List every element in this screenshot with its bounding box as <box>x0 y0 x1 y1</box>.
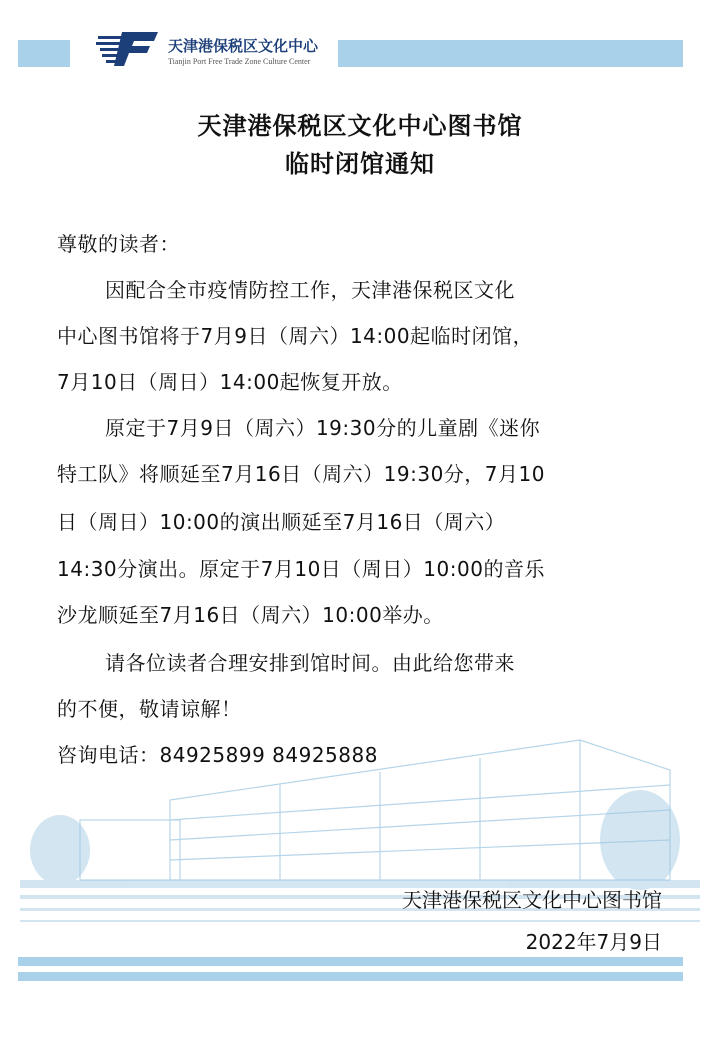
contact-phone: 咨询电话：84925899 84925888 <box>57 743 378 767</box>
salutation: 尊敬的读者： <box>57 232 180 256</box>
body-line: 14:30分演出。原定于7月10日（周日）10:00的音乐 <box>57 557 545 581</box>
header-accent-bar-left <box>18 40 70 67</box>
body-line: 原定于7月9日（周六）19:30分的儿童剧《迷你 <box>105 416 541 440</box>
footer-accent-bar <box>18 957 683 966</box>
body-line: 7月10日（周日）14:00起恢复开放。 <box>57 370 403 394</box>
header-accent-bar-right <box>338 40 683 67</box>
notice-title: 天津港保税区文化中心图书馆 <box>197 112 523 140</box>
notice-subtitle: 临时闭馆通知 <box>285 150 435 178</box>
body-line: 因配合全市疫情防控工作，天津港保税区文化 <box>105 278 515 302</box>
body-line: 沙龙顺延至7月16日（周六）10:00举办。 <box>57 603 444 627</box>
body-line: 中心图书馆将于7月9日（周六）14:00起临时闭馆， <box>57 324 534 348</box>
body-line: 的不便，敬请谅解！ <box>57 697 242 721</box>
body-line: 特工队》将顺延至7月16日（周六）19:30分，7月10 <box>57 462 545 486</box>
culture-center-logo-icon <box>96 28 162 70</box>
notice-date: 2022年7月9日 <box>525 930 662 954</box>
signature: 天津港保税区文化中心图书馆 <box>402 888 662 912</box>
body-line: 日（周日）10:00的演出顺延至7月16日（周六） <box>57 510 506 534</box>
org-name-cn: 天津港保税区文化中心 <box>168 37 319 55</box>
org-name-en: Tianjin Port Free Trade Zone Culture Center <box>168 57 311 66</box>
footer-accent-bar <box>18 972 683 981</box>
body-line: 请各位读者合理安排到馆时间。由此给您带来 <box>105 651 515 675</box>
